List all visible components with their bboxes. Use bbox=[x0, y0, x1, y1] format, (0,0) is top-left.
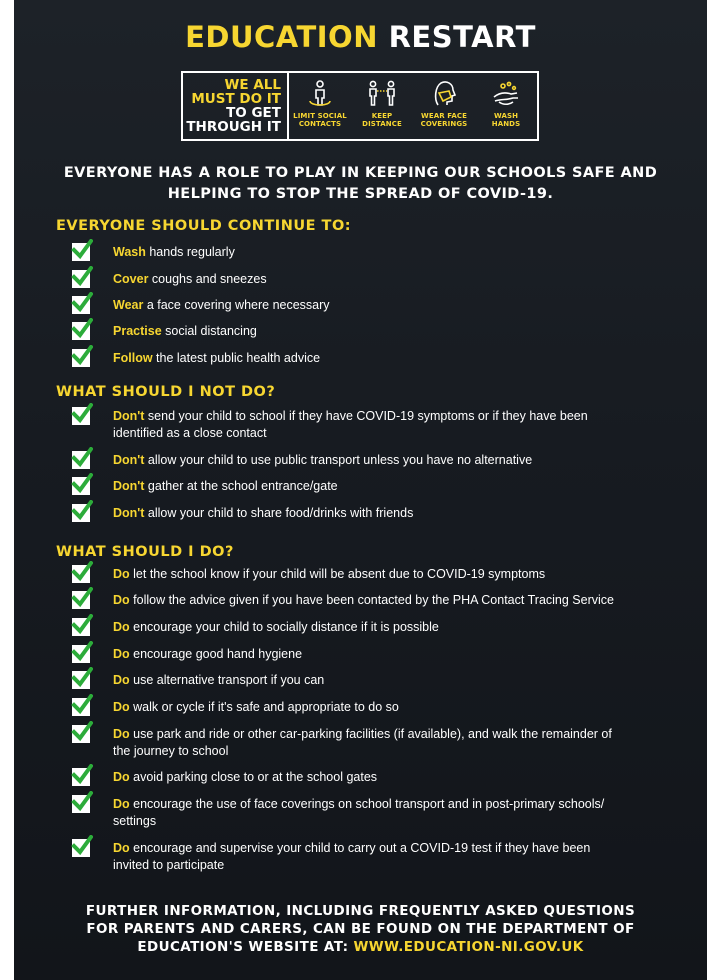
list-item bbox=[72, 505, 623, 522]
checkmark-icon bbox=[72, 451, 90, 469]
page-title bbox=[14, 20, 707, 54]
intro-line: HELPING TO STOP THE SPREAD OF COVID-19. bbox=[167, 186, 554, 202]
item-text: allow your child to share food/drinks with friends bbox=[144, 506, 414, 520]
item-key: Do bbox=[113, 727, 130, 741]
list-item bbox=[72, 323, 623, 340]
list-item bbox=[72, 350, 623, 367]
item-text: encourage the use of face coverings on school transport and in post-primary schools/ settings bbox=[113, 797, 605, 828]
website-link[interactable]: WWW.EDUCATION-NI.GOV.UK bbox=[353, 939, 584, 955]
icon-label-line: COVERINGS bbox=[420, 120, 468, 128]
item-text: use alternative transport if you can bbox=[129, 673, 325, 687]
item-text: encourage and supervise your child to carry out a COVID-19 test if they have been invited to participate bbox=[113, 841, 591, 872]
checkmark-icon bbox=[72, 725, 90, 743]
checkmark-icon bbox=[72, 322, 90, 340]
icon-label-line: WASH bbox=[493, 112, 519, 120]
item-key: Do bbox=[113, 567, 130, 581]
section-heading-do: WHAT SHOULD I DO? bbox=[56, 544, 234, 560]
checkmark-icon bbox=[72, 243, 90, 261]
item-key: Do bbox=[113, 700, 130, 714]
checkmark-icon bbox=[72, 270, 90, 288]
list-item bbox=[72, 699, 623, 716]
people-distance-icon bbox=[305, 79, 335, 109]
item-text: gather at the school entrance/gate bbox=[144, 479, 338, 493]
slogan-line: WE ALL bbox=[224, 77, 281, 93]
item-text: encourage your child to socially distance if it is possible bbox=[129, 620, 439, 634]
item-text: send your child to school if they have COVID-19 symptoms or if they have been identified as a close contact bbox=[113, 409, 588, 440]
list-item bbox=[72, 646, 623, 663]
icon-label-line: CONTACTS bbox=[298, 120, 342, 128]
icon-limit-social-contacts bbox=[291, 79, 349, 128]
item-text: let the school know if your child will be absent due to COVID-19 symptoms bbox=[129, 567, 546, 581]
item-text: the latest public health advice bbox=[152, 351, 321, 365]
item-text: a face covering where necessary bbox=[143, 298, 330, 312]
item-key: Don't bbox=[113, 506, 145, 520]
item-text: social distancing bbox=[161, 324, 257, 338]
item-text: encourage good hand hygiene bbox=[129, 647, 303, 661]
guidance-banner bbox=[181, 71, 539, 141]
icon-label-line: WEAR FACE bbox=[421, 112, 467, 120]
footer-line: FURTHER INFORMATION, INCLUDING FREQUENTLY ASKED QUESTIONS bbox=[85, 903, 636, 919]
checkmark-icon bbox=[72, 349, 90, 367]
item-text: allow your child to use public transport unless you have no alternative bbox=[144, 453, 533, 467]
checkmark-icon bbox=[72, 407, 90, 425]
list-item bbox=[72, 297, 623, 314]
item-key: Follow bbox=[113, 351, 153, 365]
item-key: Do bbox=[113, 797, 130, 811]
section-heading-continue: EVERYONE SHOULD CONTINUE TO: bbox=[56, 218, 352, 234]
list-item bbox=[72, 796, 623, 830]
list-item bbox=[72, 619, 623, 636]
footer-info bbox=[14, 902, 707, 956]
icon-label-line: DISTANCE bbox=[362, 120, 402, 128]
item-key: Don't bbox=[113, 409, 145, 423]
checkmark-icon bbox=[72, 768, 90, 786]
item-key: Do bbox=[113, 673, 130, 687]
title-part2: RESTART bbox=[388, 20, 536, 54]
list-item bbox=[72, 769, 623, 786]
checkmark-icon bbox=[72, 477, 90, 495]
icon-label-line: LIMIT SOCIAL bbox=[293, 112, 347, 120]
icon-label-line: KEEP bbox=[371, 112, 393, 120]
item-key: Do bbox=[113, 620, 130, 634]
list-item bbox=[72, 566, 623, 583]
slogan-line: MUST DO IT bbox=[191, 91, 281, 107]
item-key: Do bbox=[113, 841, 130, 855]
checkmark-icon bbox=[72, 795, 90, 813]
icon-wash-hands bbox=[477, 79, 535, 128]
icon-keep-distance bbox=[353, 79, 411, 128]
title-part1: EDUCATION bbox=[185, 20, 378, 54]
checkmark-icon bbox=[72, 296, 90, 314]
checkmark-icon bbox=[72, 671, 90, 689]
intro-line: EVERYONE HAS A ROLE TO PLAY IN KEEPING OUR SCHOOLS SAFE AND bbox=[63, 165, 658, 181]
list-item bbox=[72, 244, 623, 261]
item-key: Wash bbox=[113, 245, 146, 259]
item-key: Wear bbox=[113, 298, 144, 312]
list-item bbox=[72, 478, 623, 495]
keep-distance-icon bbox=[367, 79, 397, 109]
item-text: follow the advice given if you have been contacted by the PHA Contact Tracing Service bbox=[129, 593, 614, 607]
checkmark-icon bbox=[72, 591, 90, 609]
list-item bbox=[72, 592, 623, 609]
item-key: Practise bbox=[113, 324, 162, 338]
checkmark-icon bbox=[72, 839, 90, 857]
banner-slogan bbox=[183, 73, 289, 139]
list-item bbox=[72, 452, 623, 469]
slogan-line: TO GET bbox=[226, 105, 281, 121]
item-text: hands regularly bbox=[145, 245, 235, 259]
checkmark-icon bbox=[72, 698, 90, 716]
item-text: avoid parking close to or at the school gates bbox=[129, 770, 378, 784]
item-text: walk or cycle if it's safe and appropriate to do so bbox=[129, 700, 399, 714]
section-heading-not-do: WHAT SHOULD I NOT DO? bbox=[56, 384, 276, 400]
list-item bbox=[72, 408, 623, 442]
face-covering-icon bbox=[429, 79, 459, 109]
slogan-line: THROUGH IT bbox=[186, 119, 281, 135]
icon-label-line: HANDS bbox=[491, 120, 521, 128]
footer-line: FOR PARENTS AND CARERS, CAN BE FOUND ON THE DEPARTMENT OF bbox=[86, 921, 635, 937]
checkmark-icon bbox=[72, 565, 90, 583]
intro-text bbox=[14, 163, 707, 205]
item-key: Do bbox=[113, 593, 130, 607]
icon-wear-face-coverings bbox=[415, 79, 473, 128]
item-text: use park and ride or other car-parking facilities (if available), and walk the remainder of the journey to school bbox=[113, 727, 612, 758]
footer-prefix: EDUCATION'S WEBSITE AT: bbox=[137, 939, 354, 955]
item-key: Cover bbox=[113, 272, 149, 286]
item-key: Do bbox=[113, 770, 130, 784]
item-key: Don't bbox=[113, 479, 145, 493]
banner-icons bbox=[289, 73, 537, 139]
checkmark-icon bbox=[72, 645, 90, 663]
item-key: Don't bbox=[113, 453, 145, 467]
item-key: Do bbox=[113, 647, 130, 661]
footer-line bbox=[14, 938, 707, 956]
list-item bbox=[72, 672, 623, 689]
list-item bbox=[72, 726, 623, 760]
poster bbox=[14, 0, 707, 980]
wash-hands-icon bbox=[491, 79, 521, 109]
item-text: coughs and sneezes bbox=[148, 272, 267, 286]
list-item bbox=[72, 271, 623, 288]
list-item bbox=[72, 840, 623, 874]
checkmark-icon bbox=[72, 618, 90, 636]
checkmark-icon bbox=[72, 504, 90, 522]
